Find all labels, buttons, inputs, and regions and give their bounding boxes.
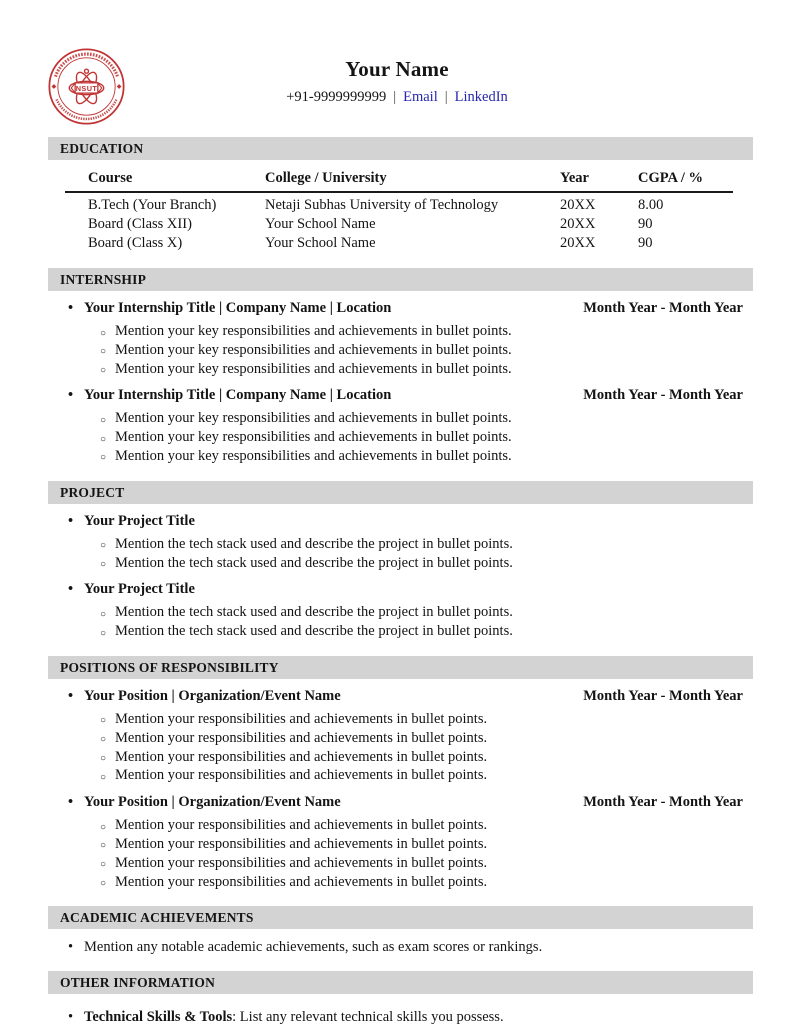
other-information-item <box>48 1008 753 1026</box>
education-table <box>65 167 733 253</box>
linkedin-link[interactable]: LinkedIn <box>454 89 508 105</box>
bullet-item: ○ Mention your responsibilities and achievements in bullet points. <box>48 873 753 892</box>
nsut-logo-seal <box>47 47 126 126</box>
entry-title: • Your Position | Organization/Event Name <box>68 794 341 811</box>
entry-bullet-list <box>48 535 753 573</box>
resume-body <box>0 137 794 1026</box>
college-cell: Your School Name <box>265 216 376 232</box>
bullet-item: ○ Mention your responsibilities and achievements in bullet points. <box>48 729 753 748</box>
year-cell: 20XX <box>560 197 596 213</box>
course-cell: Board (Class XII) <box>88 216 192 232</box>
bullet-item: ○ Mention your key responsibilities and achievements in bullet points. <box>48 428 753 447</box>
internship-entry <box>48 387 753 465</box>
bullet-text: Mention any notable academic achievements, such as exam scores or rankings. <box>84 939 543 956</box>
bullet-item: ○ Mention your responsibilities and achievements in bullet points. <box>48 748 753 767</box>
section-heading-education: EDUCATION <box>48 137 753 160</box>
project-entry <box>48 581 753 641</box>
course-cell: B.Tech (Your Branch) <box>88 197 217 213</box>
score-cell: 90 <box>638 235 653 251</box>
entry-bullet-list <box>48 322 753 378</box>
college-cell: Your School Name <box>265 235 376 251</box>
bullet-item: ○ Mention the tech stack used and describe the project in bullet points. <box>48 554 753 573</box>
internship-entry <box>48 300 753 378</box>
academic-achievement-item <box>48 938 753 956</box>
entry-title: • Your Position | Organization/Event Name <box>68 688 341 705</box>
entry-dates: Month Year - Month Year <box>583 387 743 404</box>
section-heading-academic-achievements: ACADEMIC ACHIEVEMENTS <box>48 906 753 929</box>
phone-number: +91-9999999999 <box>286 89 387 105</box>
project-entry <box>48 513 753 573</box>
education-row <box>65 215 733 234</box>
bullet-item: ○ Mention the tech stack used and describe the project in bullet points. <box>48 622 753 641</box>
entry-dates: Month Year - Month Year <box>583 687 743 704</box>
bullet-item: ○ Mention the tech stack used and describe the project in bullet points. <box>48 535 753 554</box>
position-entry <box>48 794 753 891</box>
contact-separator: | <box>444 89 448 105</box>
column-course: Course <box>65 167 265 192</box>
column-year: Year <box>560 167 638 192</box>
nsut-logo <box>47 47 126 126</box>
college-cell: Netaji Subhas University of Technology <box>265 197 499 213</box>
bullet-item: ○ Mention your responsibilities and achievements in bullet points. <box>48 710 753 729</box>
bullet-item: ○ Mention your responsibilities and achievements in bullet points. <box>48 854 753 873</box>
bullet-item: ○ Mention your responsibilities and achievements in bullet points. <box>48 816 753 835</box>
entry-title: • Your Internship Title | Company Name | Location <box>68 300 391 317</box>
entry-title: • Your Project Title <box>68 581 195 598</box>
score-cell: 8.00 <box>638 197 664 213</box>
skills-label: Technical Skills & Tools <box>84 1009 233 1026</box>
entry-title: • Your Project Title <box>68 513 195 530</box>
section-heading-positions: POSITIONS OF RESPONSIBILITY <box>48 656 753 679</box>
entry-bullet-list <box>48 710 753 785</box>
bullet-item: ○ Mention your key responsibilities and achievements in bullet points. <box>48 341 753 360</box>
bullet-item: ○ Mention your key responsibilities and achievements in bullet points. <box>48 447 753 466</box>
year-cell: 20XX <box>560 216 596 232</box>
contact-separator: | <box>393 89 397 105</box>
section-heading-other-information: OTHER INFORMATION <box>48 971 753 994</box>
education-row <box>65 192 733 215</box>
entry-dates: Month Year - Month Year <box>583 300 743 316</box>
bullet-item: ○ Mention the tech stack used and describe the project in bullet points. <box>48 603 753 622</box>
education-header-row <box>65 167 733 192</box>
course-cell: Board (Class X) <box>88 235 183 251</box>
section-heading-internship: INTERNSHIP <box>48 268 753 291</box>
education-row <box>65 234 733 253</box>
bullet-item: ○ Mention your key responsibilities and achievements in bullet points. <box>48 409 753 428</box>
entry-bullet-list <box>48 409 753 465</box>
logo-nsut-text: NSUT <box>75 84 98 94</box>
score-cell: 90 <box>638 216 653 232</box>
bullet-item: ○ Mention your key responsibilities and achievements in bullet points. <box>48 360 753 379</box>
resume-header <box>0 0 794 137</box>
column-cgpa: CGPA / % <box>638 167 733 192</box>
position-entry <box>48 688 753 785</box>
entry-title: • Your Internship Title | Company Name | Location <box>68 387 391 404</box>
bullet-item: ○ Mention your responsibilities and achievements in bullet points. <box>48 835 753 854</box>
entry-dates: Month Year - Month Year <box>583 794 743 811</box>
entry-bullet-list <box>48 816 753 891</box>
column-college: College / University <box>265 167 560 192</box>
bullet-item: ○ Mention your key responsibilities and achievements in bullet points. <box>48 322 753 341</box>
bullet-item: ○ Mention your responsibilities and achievements in bullet points. <box>48 766 753 785</box>
entry-bullet-list <box>48 603 753 641</box>
year-cell: 20XX <box>560 235 596 251</box>
email-link[interactable]: Email <box>403 89 438 105</box>
section-heading-project: PROJECT <box>48 481 753 504</box>
skills-text: : List any relevant technical skills you possess. <box>232 1009 504 1026</box>
person-name: Your Name <box>345 57 449 81</box>
